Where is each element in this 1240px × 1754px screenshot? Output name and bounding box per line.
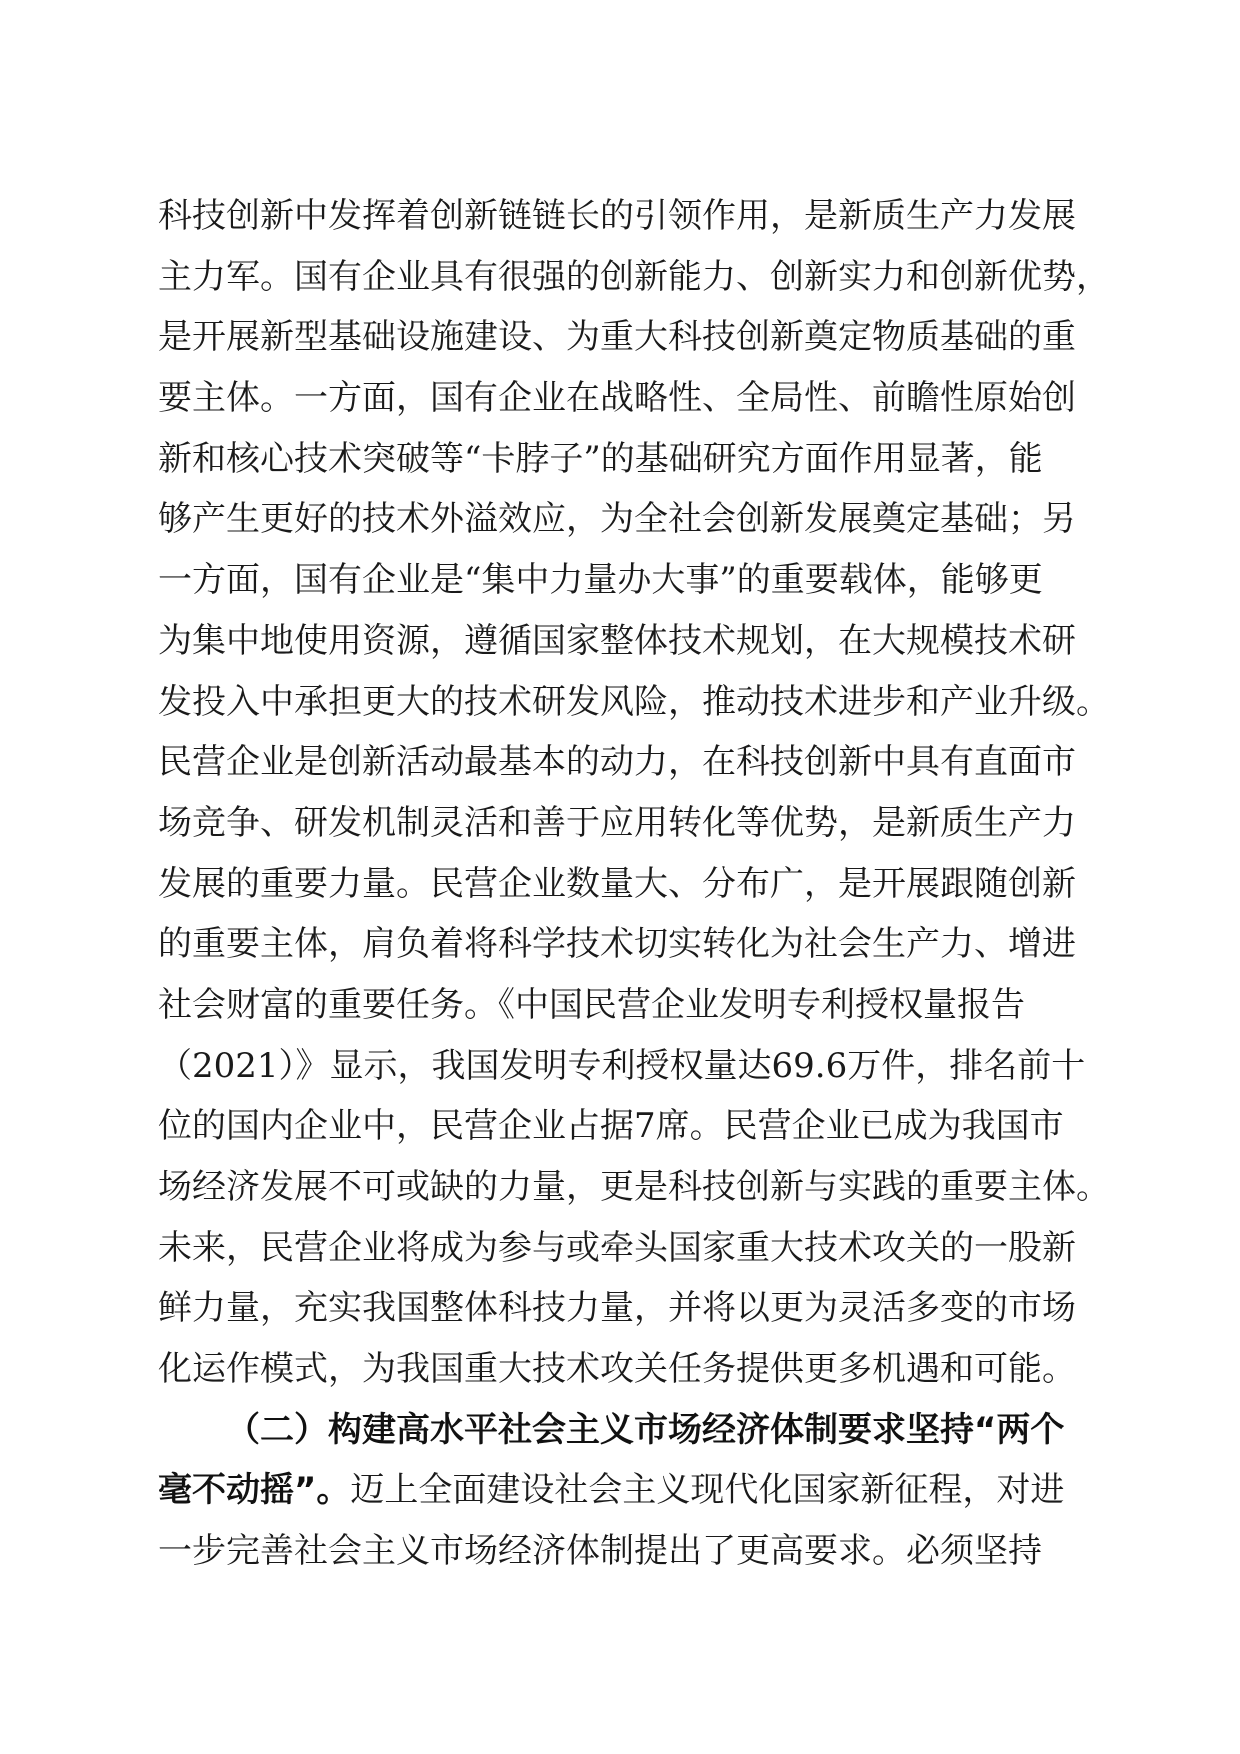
text-line: 是开展新型基础设施建设、为重大科技创新奠定物质基础的重 xyxy=(158,317,1076,358)
text-line: 社会财富的重要任务。《中国民营企业发明专利授权量报告 xyxy=(158,984,1025,1025)
section-heading: （二）构建高水平社会主义市场经济体制要求坚持“两个 xyxy=(226,1409,1065,1450)
text-line: 主力军。国有企业具有很强的创新能力、创新实力和创新优势， xyxy=(158,256,1110,297)
text-line: 科技创新中发挥着创新链链长的引领作用，是新质生产力发展 xyxy=(158,196,1076,236)
text-line: 场经济发展不可或缺的力量，更是科技创新与实践的重要主体。 xyxy=(158,1167,1110,1207)
text-line: 未来，民营企业将成为参与或牵头国家重大技术攻关的一股新 xyxy=(158,1227,1076,1268)
section-heading-continuation xyxy=(158,1460,1078,1521)
text-line: 位的国内企业中，民营企业占据7席。民营企业已成为我国市 xyxy=(158,1106,1064,1147)
text-line: 要主体。一方面，国有企业在战略性、全局性、前瞻性原始创 xyxy=(158,378,1076,419)
text-line: 的重要主体，肩负着将科学技术切实转化为社会生产力、增进 xyxy=(158,924,1076,965)
text-line: 新和核心技术突破等“卡脖子”的基础研究方面作用显著，能 xyxy=(158,438,1043,479)
text-line: 一步完善社会主义市场经济体制提出了更高要求。必须坚持 xyxy=(158,1531,1042,1572)
text-line: 场竞争、研发机制灵活和善于应用转化等优势，是新质生产力 xyxy=(158,802,1076,843)
text-line: 化运作模式，为我国重大技术攻关任务提供更多机遇和可能。 xyxy=(158,1349,1076,1390)
text-line: 够产生更好的技术外溢效应，为全社会创新发展奠定基础；另 xyxy=(158,499,1076,540)
text-line: 为集中地使用资源，遵循国家整体技术规划，在大规模技术研 xyxy=(158,620,1076,661)
text-line: 一方面，国有企业是“集中力量办大事”的重要载体，能够更 xyxy=(158,560,1043,601)
text-line: （2021）》显示，我国发明专利授权量达69.6万件，排名前十 xyxy=(158,1045,1086,1086)
text-line: 民营企业是创新活动最基本的动力，在科技创新中具有直面市 xyxy=(158,742,1076,783)
heading-bold-end: 毫不动摇”。 xyxy=(158,1470,351,1511)
heading-following-text: 迈上全面建设社会主义现代化国家新征程，对进 xyxy=(350,1470,1065,1511)
text-line: 发展的重要力量。民营企业数量大、分布广，是开展跟随创新 xyxy=(158,863,1076,904)
text-line: 鲜力量，充实我国整体科技力量，并将以更为灵活多变的市场 xyxy=(158,1288,1076,1329)
body-text xyxy=(158,186,1110,1582)
text-line: 发投入中承担更大的技术研发风险，推动技术进步和产业升级。 xyxy=(158,681,1110,722)
